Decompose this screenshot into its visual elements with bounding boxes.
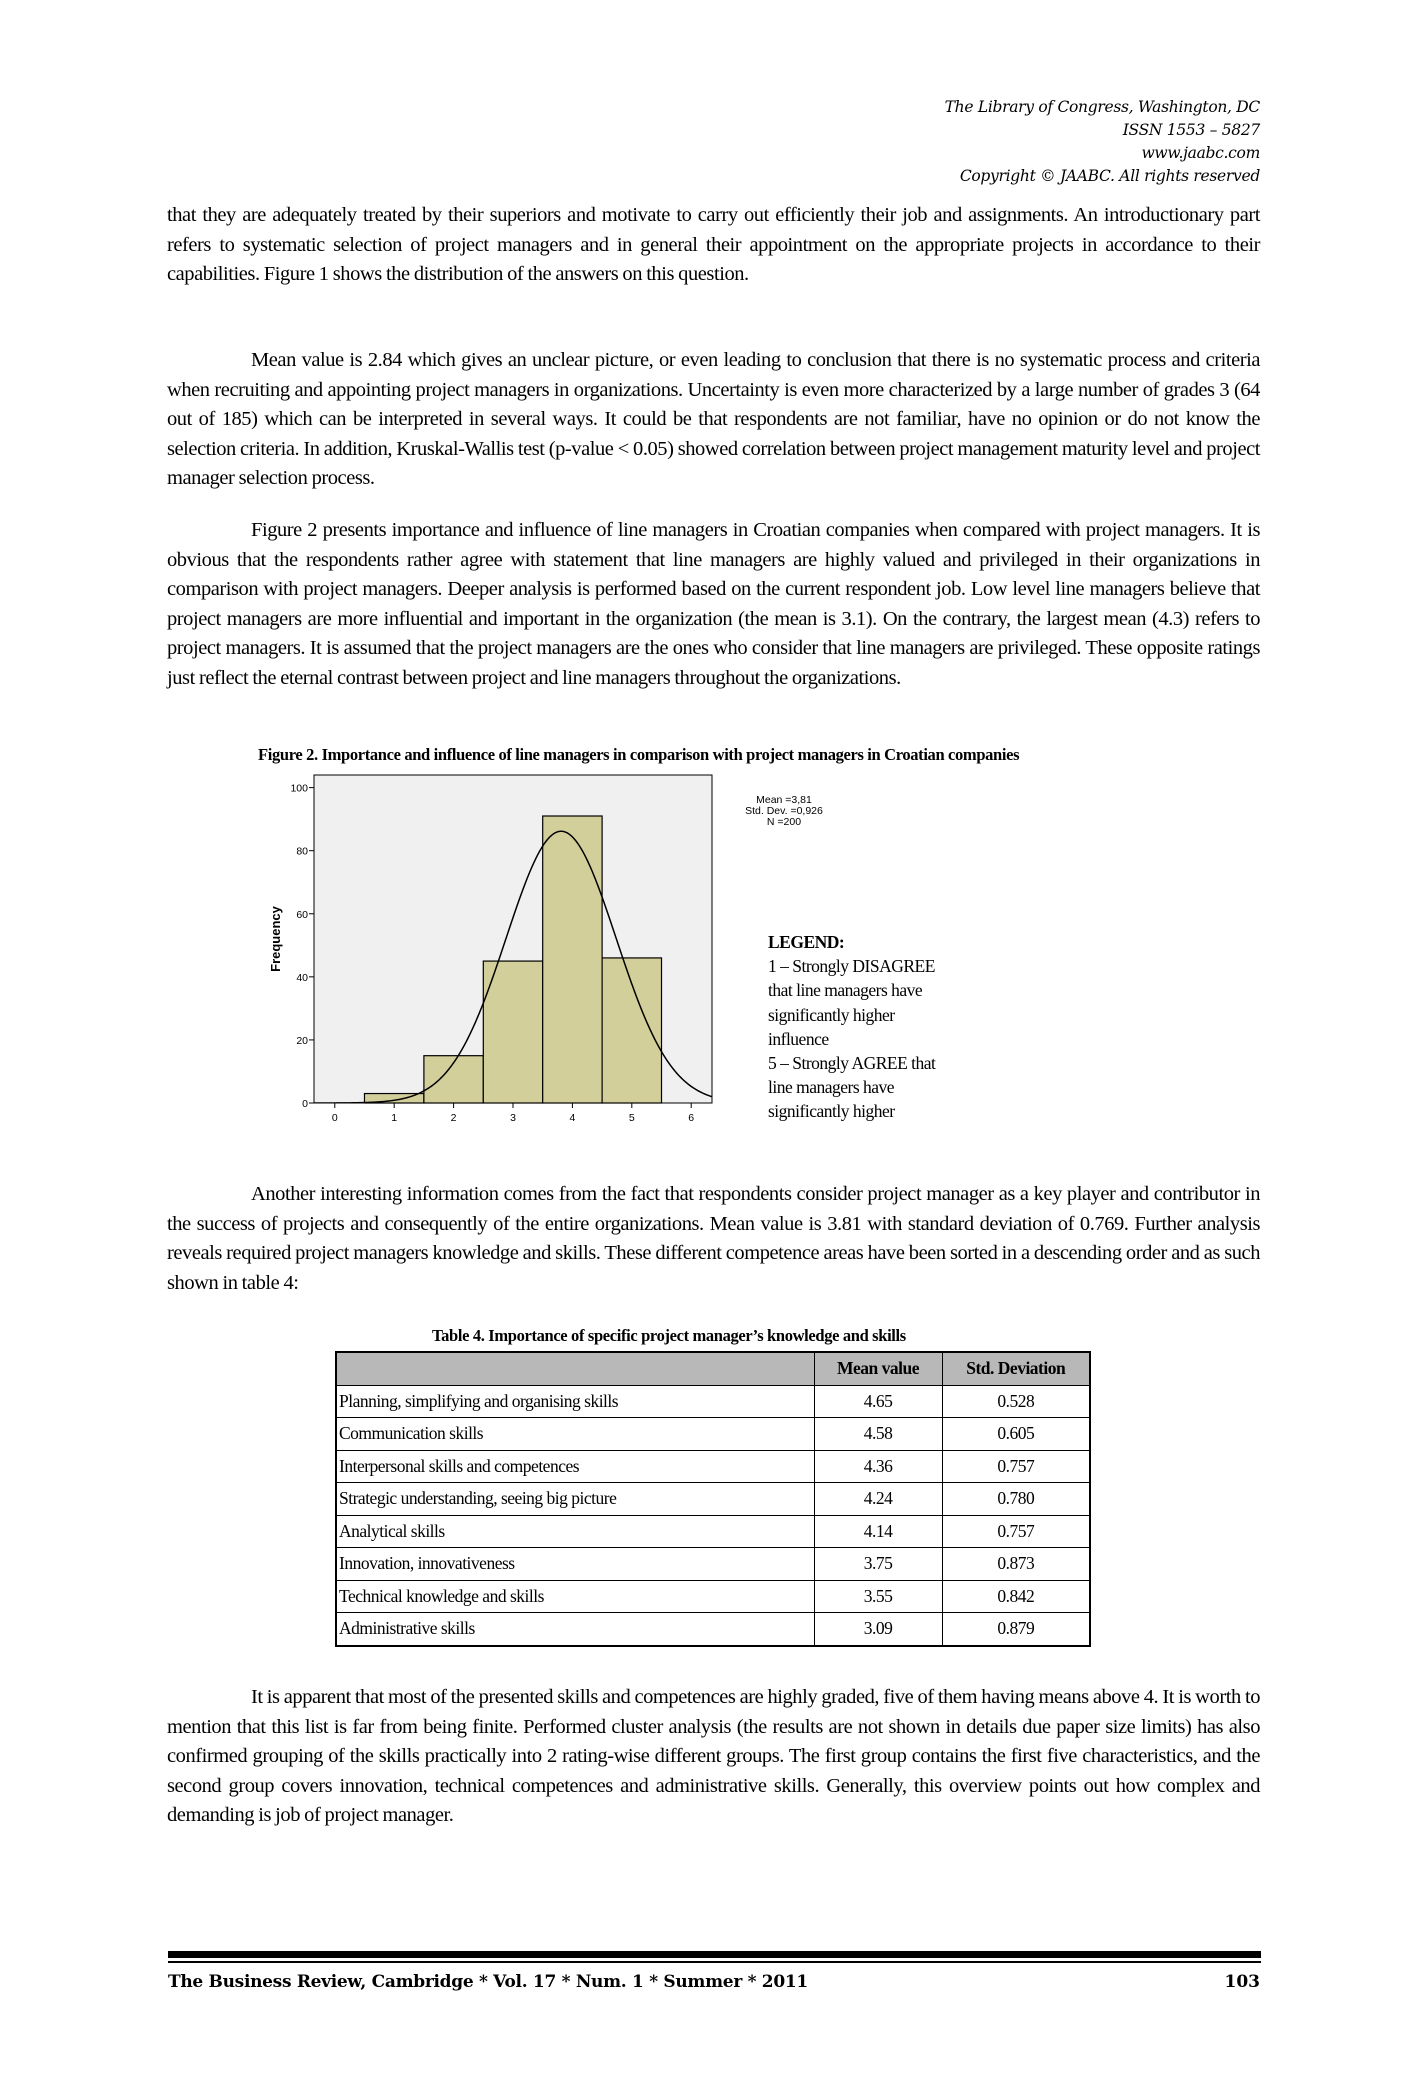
table-row: [336, 1613, 1090, 1646]
x-tick-label: 5: [628, 1112, 635, 1124]
skill-name-cell: Planning, simplifying and organising skills: [336, 1385, 814, 1418]
header-line: Copyright © JAABC. All rights reserved: [959, 167, 1260, 185]
chart-legend: [768, 930, 935, 1124]
std-deviation-cell: 0.873: [942, 1548, 1090, 1581]
stat-std-dev: Std. Dev. =0,926: [745, 805, 823, 817]
legend-line: line managers have: [768, 1077, 895, 1098]
std-deviation-cell: 0.757: [942, 1450, 1090, 1483]
mean-value-cell: 4.65: [814, 1385, 942, 1418]
std-deviation-cell: 0.757: [942, 1515, 1090, 1548]
mean-value-cell: 3.55: [814, 1580, 942, 1613]
paragraph: Mean value is 2.84 which gives an unclear picture, or even leading to conclusion that there is no systematic process and criteria when recruiting and appointing project managers in organizations. Uncertainty is even more characterized by a large number of grades 3 (64 out of 185) which can be interpreted in several ways. It could be that respondents are not familiar, have no opinion or do not know the selection criteria. In addition, Kruskal-Wallis test (p-value < 0.05) showed correlation between project management maturity level and project manager selection process.: [167, 349, 1260, 489]
column-header: [336, 1352, 814, 1385]
skill-name-cell: Innovation, innovativeness: [336, 1548, 814, 1581]
paragraph: Figure 2 presents importance and influence of line managers in Croatian companies when compared with project managers. It is obvious that the respondents rather agree with statement that line managers are highly valued and privileged in their organizations in comparison with project managers. Deeper analysis is performed based on the current respondent job. Low level line managers believe that project managers are more influential and important in the organization (the mean is 3.1). On the contrary, the largest mean (4.3) refers to project managers. It is assumed that the project managers are the ones who consider that line managers are privileged. These opposite ratings just reflect the eternal contrast between project and line managers throughout the organizations.: [167, 519, 1260, 689]
figure-caption: Figure 2. Importance and influence of line managers in comparison with project managers in Croatian companies: [258, 745, 1020, 764]
mean-value-cell: 4.58: [814, 1418, 942, 1451]
page-number: 103: [1224, 1972, 1260, 1992]
footer-rule-thick: [168, 1951, 1261, 1958]
histogram-chart: [250, 770, 720, 1130]
y-tick-label: 0: [302, 1098, 308, 1110]
header-line: ISSN 1553 – 5827: [1122, 121, 1260, 139]
table-caption: Table 4. Importance of specific project manager’s knowledge and skills: [432, 1326, 906, 1345]
skills-table: [335, 1351, 1091, 1647]
skill-name-cell: Analytical skills: [336, 1515, 814, 1548]
table-row: [336, 1385, 1090, 1418]
journal-header: [945, 96, 1260, 188]
table-row: [336, 1580, 1090, 1613]
stat-n: N =200: [766, 816, 802, 828]
legend-title: LEGEND:: [768, 932, 845, 952]
footer-rule-thin: [168, 1961, 1261, 1963]
skill-name-cell: Technical knowledge and skills: [336, 1580, 814, 1613]
x-tick-label: 6: [688, 1112, 695, 1124]
x-tick-label: 3: [510, 1112, 516, 1124]
column-header: Mean value: [814, 1352, 942, 1385]
mean-value-cell: 4.14: [814, 1515, 942, 1548]
table-row: [336, 1515, 1090, 1548]
paragraph: It is apparent that most of the presented skills and competences are highly graded, five of them having means above 4. It is worth to mention that this list is far from being finite. Performed cluster analysis (the results are not shown in details due paper size limits) has also confirmed grouping of the skills practically into 2 rating-wise different groups. The first group contains the first five characteristics, and the second group covers innovation, technical competences and administrative skills. Generally, this overview points out how complex and demanding is job of project manager.: [167, 1686, 1260, 1826]
x-tick-label: 2: [450, 1112, 457, 1124]
y-tick-label: 20: [296, 1034, 308, 1047]
paragraph: that they are adequately treated by their superiors and motivate to carry out efficiently their job and assignments. An introductionary part refers to systematic selection of project managers and in general their appointment on the appropriate projects in accordance to their capabilities. Figure 1 shows the distribution of the answers on this question.: [167, 204, 1260, 285]
mean-value-cell: 3.09: [814, 1613, 942, 1646]
histogram-bar: [602, 958, 661, 1103]
legend-line: influence: [768, 1028, 829, 1049]
skill-name-cell: Administrative skills: [336, 1613, 814, 1646]
x-tick-label: 1: [391, 1112, 398, 1124]
chart-statistics: [740, 795, 828, 828]
y-tick-label: 60: [296, 908, 308, 921]
legend-line: 1 – Strongly DISAGREE: [768, 956, 935, 977]
legend-line: that line managers have: [768, 980, 923, 1001]
mean-value-cell: 4.24: [814, 1483, 942, 1516]
std-deviation-cell: 0.879: [942, 1613, 1090, 1646]
std-deviation-cell: 0.842: [942, 1580, 1090, 1613]
skill-name-cell: Interpersonal skills and competences: [336, 1450, 814, 1483]
paragraph: Another interesting information comes from the fact that respondents consider project manager as a key player and contributor in the success of projects and consequently of the entire organizations. Mean value is 3.81 with standard deviation of 0.769. Further analysis reveals required project managers knowledge and skills. These different competence areas have been sorted in a descending order and as such shown in table 4:: [167, 1183, 1260, 1294]
std-deviation-cell: 0.780: [942, 1483, 1090, 1516]
mean-value-cell: 3.75: [814, 1548, 942, 1581]
x-tick-label: 0: [331, 1112, 338, 1124]
skill-name-cell: Strategic understanding, seeing big picture: [336, 1483, 814, 1516]
column-header: Std. Deviation: [942, 1352, 1090, 1385]
header-line: The Library of Congress, Washington, DC: [944, 98, 1260, 116]
y-axis-label: Frequency: [268, 906, 283, 972]
std-deviation-cell: 0.528: [942, 1385, 1090, 1418]
histogram-bar: [543, 816, 602, 1103]
journal-footer: The Business Review, Cambridge * Vol. 17 * Num. 1 * Summer * 2011: [168, 1972, 808, 1992]
y-tick-label: 100: [290, 782, 308, 795]
mean-value-cell: 4.36: [814, 1450, 942, 1483]
table-header-row: [336, 1352, 1090, 1385]
table-row: [336, 1483, 1090, 1516]
legend-line: significantly higher: [768, 1101, 895, 1122]
skill-name-cell: Communication skills: [336, 1418, 814, 1451]
legend-line: 5 – Strongly AGREE that: [768, 1053, 936, 1074]
std-deviation-cell: 0.605: [942, 1418, 1090, 1451]
y-tick-label: 80: [296, 845, 308, 858]
table-row: [336, 1418, 1090, 1451]
y-tick-label: 40: [296, 971, 308, 984]
table-row: [336, 1450, 1090, 1483]
histogram-bar: [483, 961, 542, 1103]
stat-mean: Mean =3,81: [756, 794, 812, 806]
legend-line: significantly higher: [768, 1004, 895, 1025]
table-row: [336, 1548, 1090, 1581]
x-tick-label: 4: [569, 1112, 576, 1124]
header-line: www.jaabc.com: [1141, 144, 1260, 162]
